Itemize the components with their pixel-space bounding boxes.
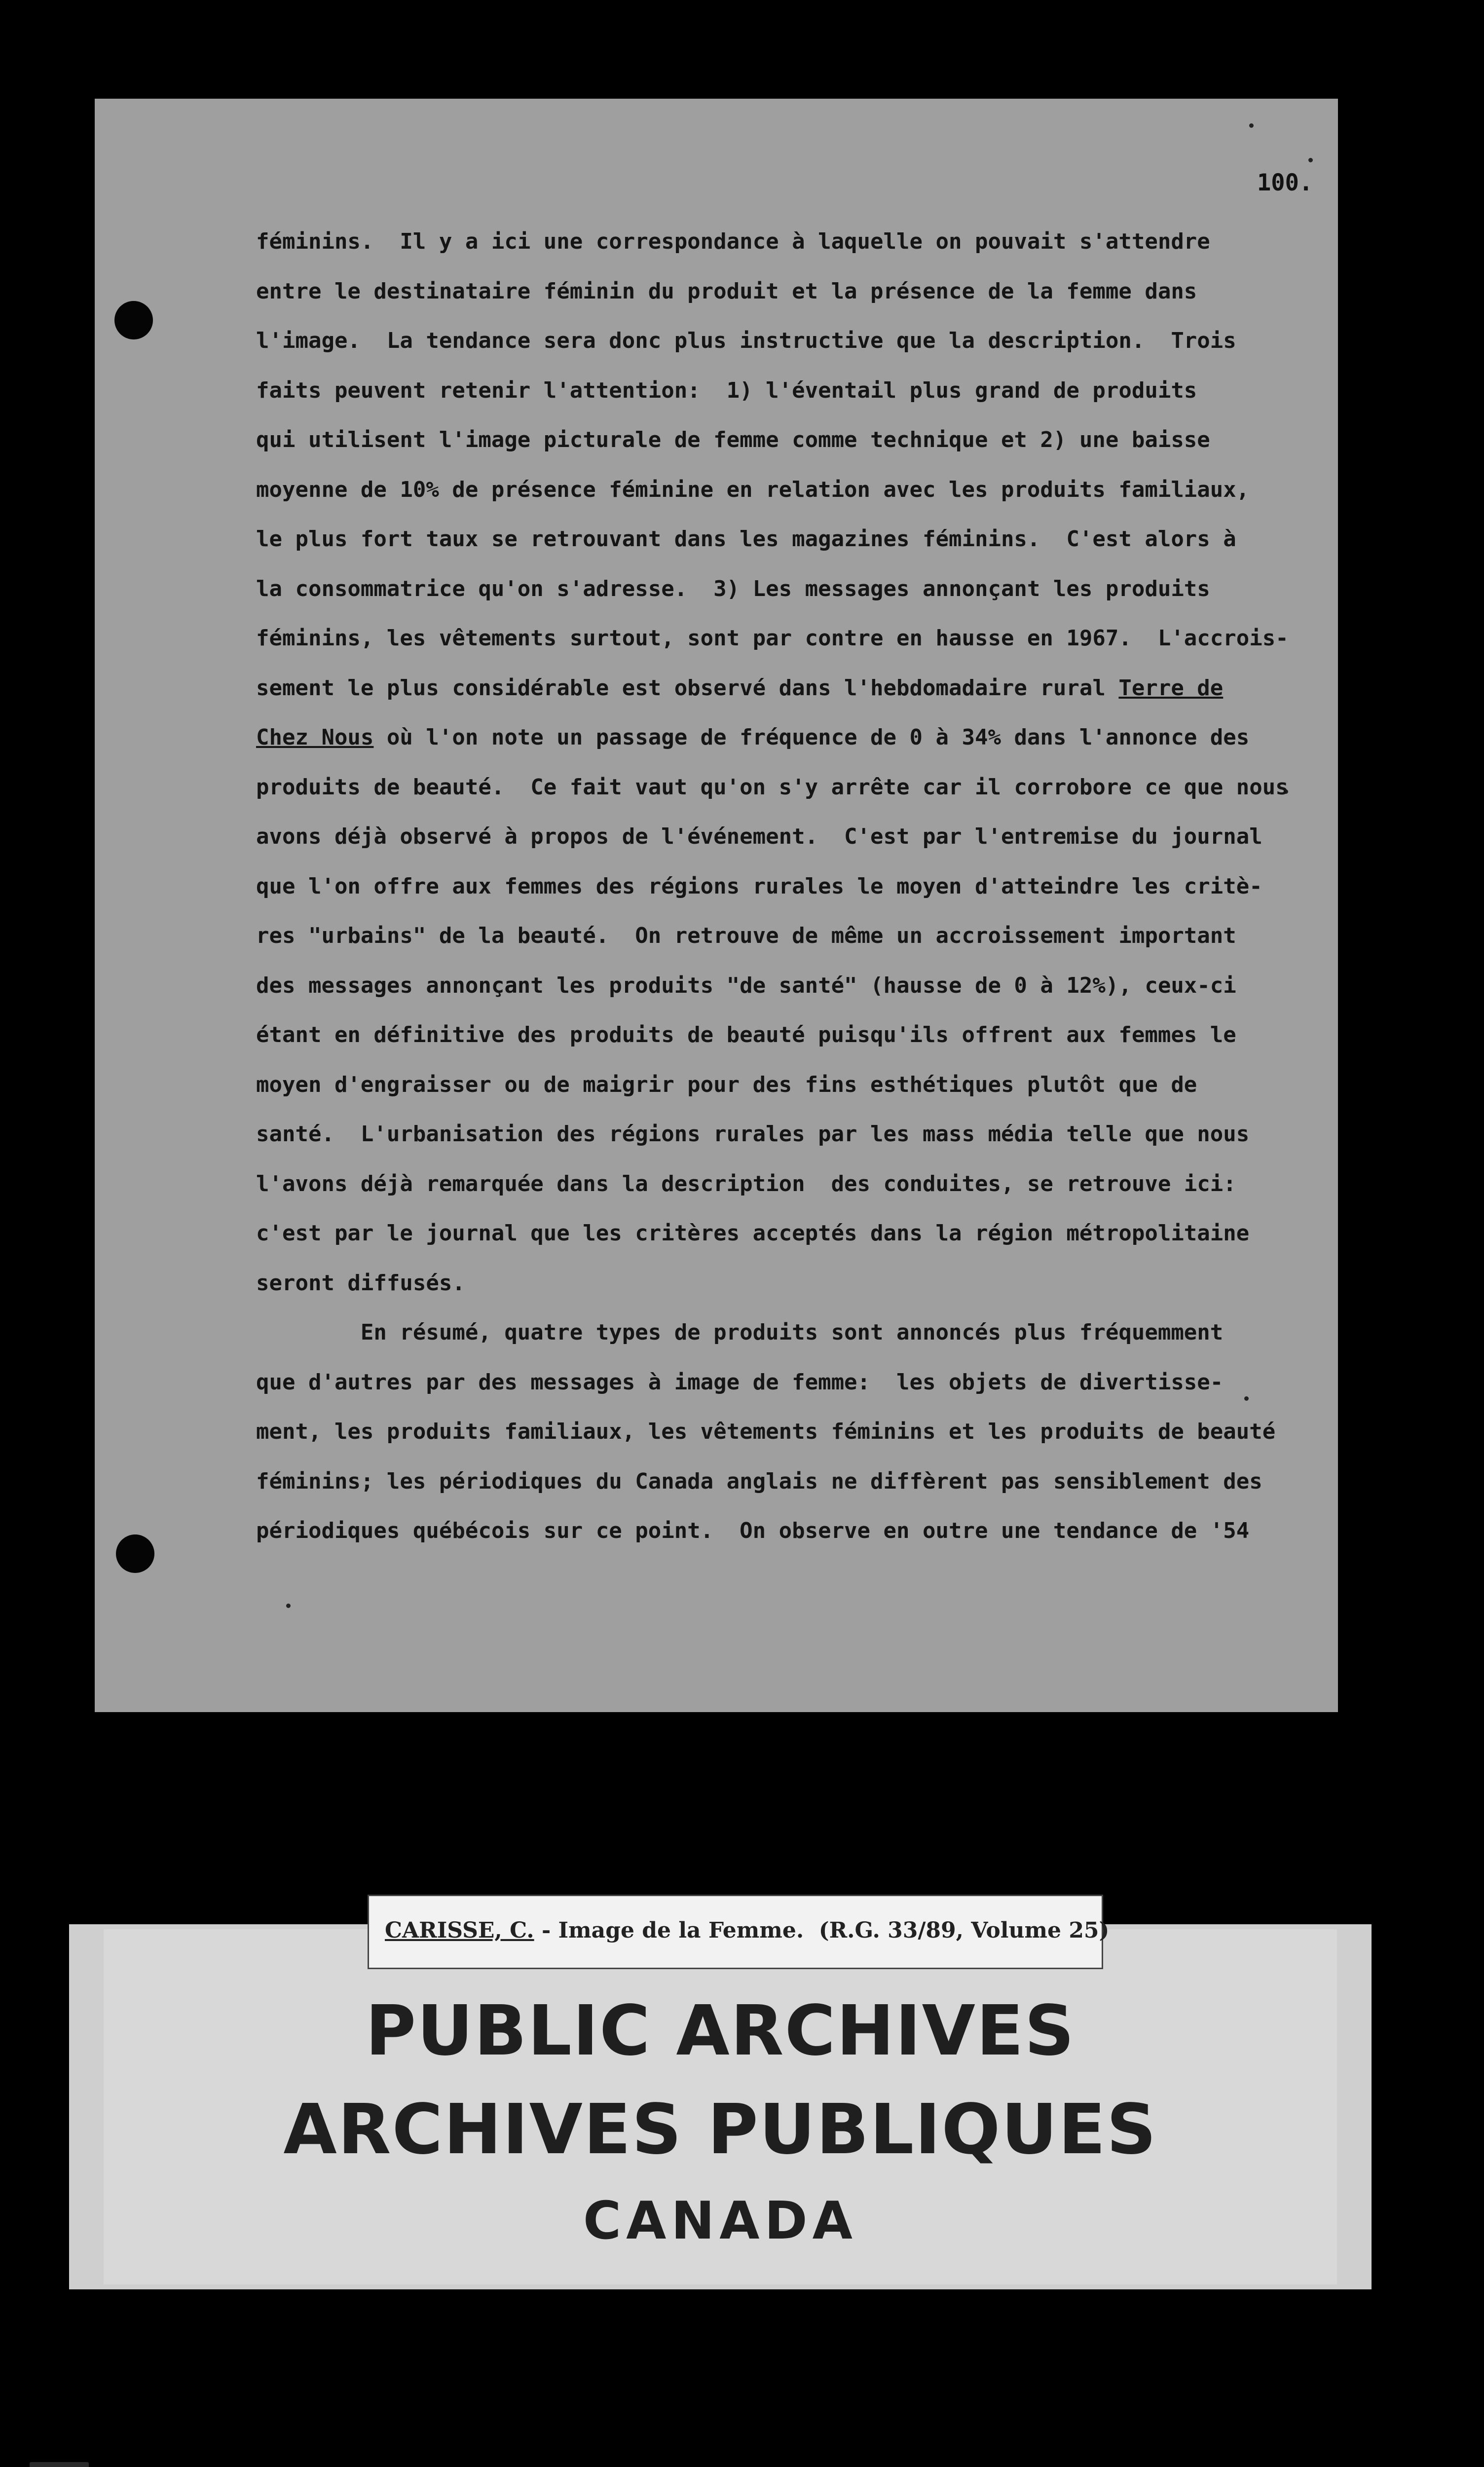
text-line: que d'autres par des messages à image de femme: les objets de divertisse- — [256, 1369, 1224, 1395]
speck — [286, 1604, 291, 1608]
text-line: féminins, les vêtements surtout, sont par contre en hausse en 1967. L'accrois- — [256, 626, 1289, 651]
text-line: périodiques québécois sur ce point. On observe en outre une tendance de '54 — [256, 1518, 1250, 1543]
body-text — [256, 217, 1341, 1556]
stamp-public-archives: PUBLIC ARCHIVES — [365, 1991, 1076, 2071]
text-line: qui utilisent l'image picturale de femme comme technique et 2) une baisse — [256, 427, 1210, 452]
text-line: seront diffusés. — [256, 1270, 465, 1296]
text-line: moyen d'engraisser ou de maigrir pour des fins esthétiques plutôt que de — [256, 1072, 1197, 1097]
text-line: res "urbains" de la beauté. On retrouve de même un accroissement important — [256, 923, 1236, 948]
text-line: étant en définitive des produits de beauté puisqu'ils offrent aux femmes le — [256, 1022, 1236, 1047]
text-line: le plus fort taux se retrouvant dans les magazines féminins. C'est alors à — [256, 526, 1236, 552]
text-line: santé. L'urbanisation des régions rurales par les mass média telle que nous — [256, 1121, 1250, 1147]
punch-hole — [114, 301, 153, 339]
typed-page — [95, 99, 1338, 1712]
text-line: l'image. La tendance sera donc plus instructive que la description. Trois — [256, 328, 1236, 353]
author-name: CARISSE, C. — [385, 1918, 534, 1943]
punch-hole — [116, 1534, 154, 1573]
text-line: des messages annonçant les produits "de santé" (hausse de 0 à 12%), ceux-ci — [256, 972, 1236, 998]
newspaper-title: Terre de — [1118, 675, 1224, 701]
text-line: féminins; les périodiques du Canada anglais ne diffèrent pas sensiblement des — [256, 1468, 1262, 1494]
record-reference: - Image de la Femme. (R.G. 33/89, Volume 25) — [534, 1918, 1110, 1943]
stamp-canada: CANADA — [583, 2191, 857, 2251]
text-line: ment, les produits familiaux, les vêtements féminins et les produits de beauté — [256, 1419, 1276, 1444]
text-line: c'est par le journal que les critères acceptés dans la région métropolitaine — [256, 1221, 1250, 1246]
text-line: avons déjà observé à propos de l'événement. C'est par l'entremise du journal — [256, 824, 1262, 849]
text-line: entre le destinataire féminin du produit et la présence de la femme dans — [256, 278, 1197, 304]
text-line: faits peuvent retenir l'attention: 1) l'éventail plus grand de produits — [256, 377, 1197, 403]
text-line: produits de beauté. Ce fait vaut qu'on s'y arrête car il corrobore ce que nous — [256, 774, 1289, 800]
text-line: sement le plus considérable est observé dans l'hebdomadaire rural Terre de — [256, 675, 1224, 701]
text-line: la consommatrice qu'on s'adresse. 3) Les messages annonçant les produits — [256, 576, 1210, 601]
text-line: que l'on offre aux femmes des régions rurales le moyen d'atteindre les critè- — [256, 873, 1262, 899]
speck — [1249, 123, 1254, 128]
source-label — [368, 1895, 1110, 1969]
text-line: féminins. Il y a ici une correspondance à laquelle on pouvait s'attendre — [256, 229, 1210, 254]
text-line: l'avons déjà remarquée dans la description des conduites, se retrouve ici: — [256, 1171, 1236, 1196]
page-number: 100. — [1257, 169, 1313, 196]
text-line: moyenne de 10% de présence féminine en relation avec les produits familiaux, — [256, 477, 1250, 502]
text-line: En résumé, quatre types de produits sont annoncés plus fréquemment — [256, 1320, 1224, 1345]
text-line: Chez Nous où l'on note un passage de fréquence de 0 à 34% dans l'annonce des — [256, 725, 1250, 750]
newspaper-title: Chez Nous — [256, 725, 374, 750]
stamp-archives-publiques: ARCHIVES PUBLIQUES — [283, 2090, 1157, 2170]
film-edge-mark — [30, 2462, 89, 2467]
speck — [1308, 158, 1313, 162]
